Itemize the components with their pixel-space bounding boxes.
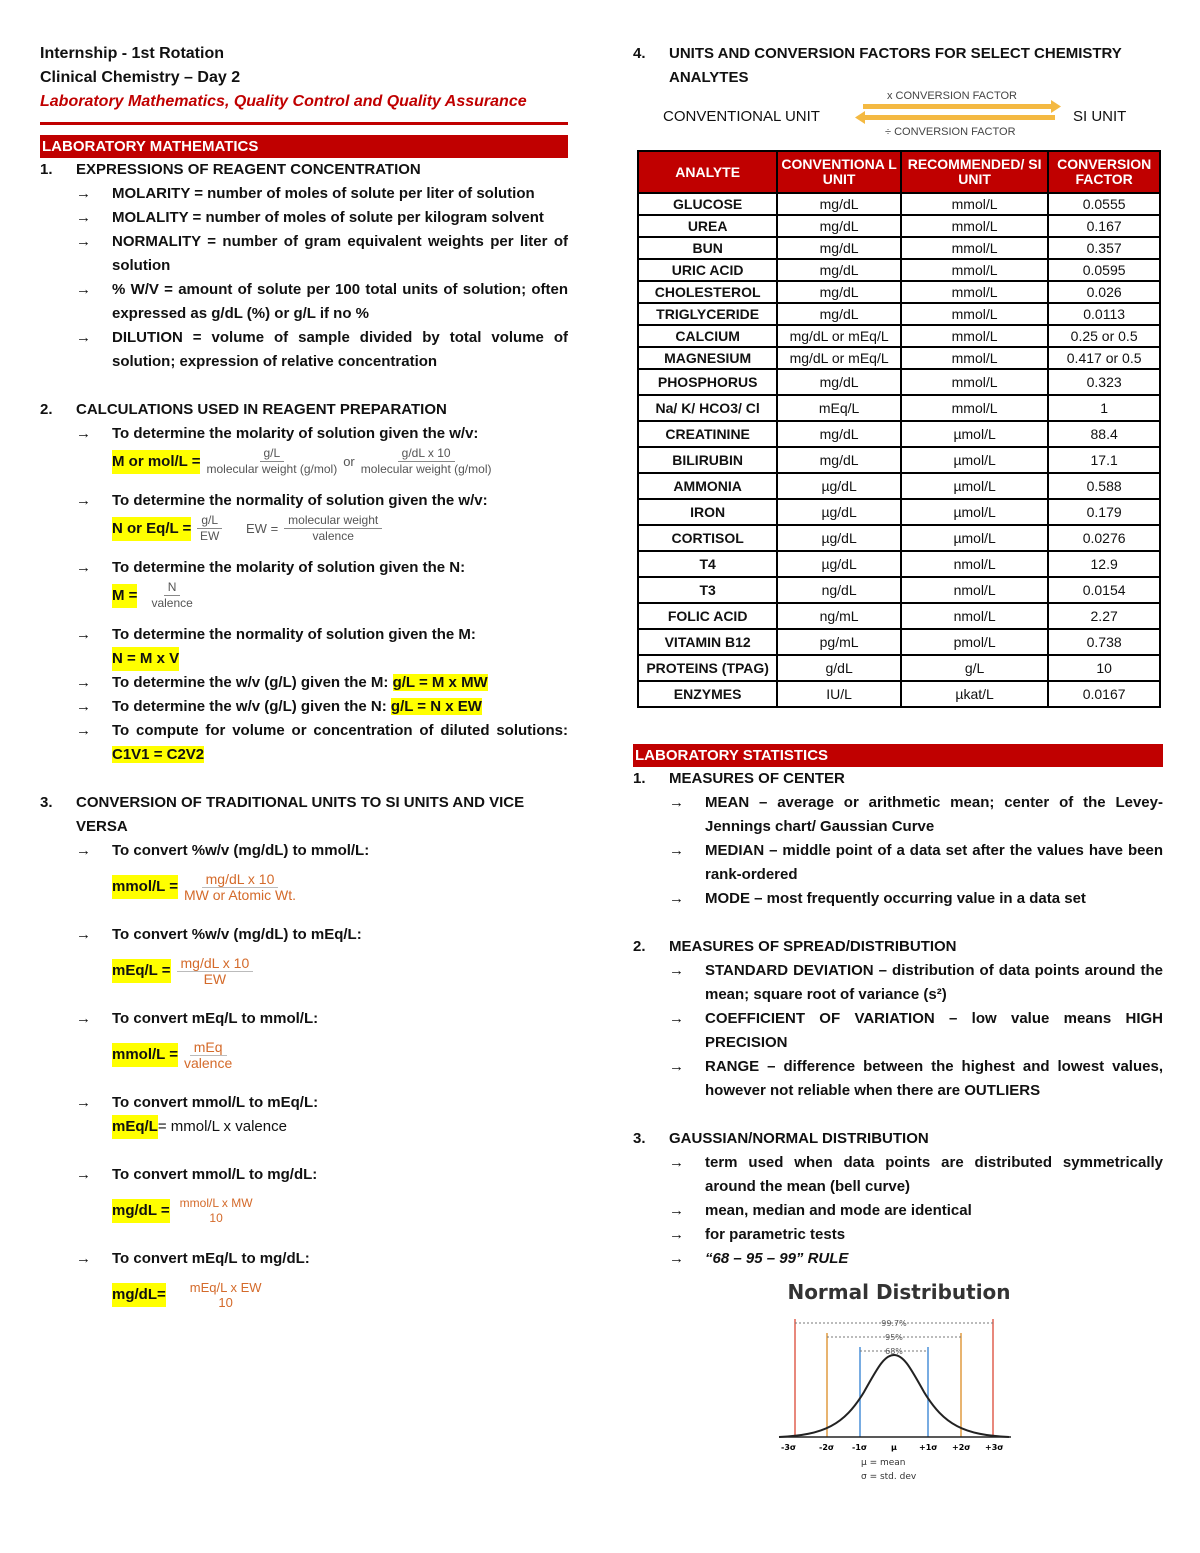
- table-cell: GLUCOSE: [638, 193, 777, 215]
- table-cell: CORTISOL: [638, 525, 777, 551]
- table-cell: µg/dL: [777, 499, 901, 525]
- times-factor-label: x CONVERSION FACTOR: [887, 90, 1017, 102]
- arrow-icon: →: [669, 1010, 684, 1027]
- table-cell: µmol/L: [901, 421, 1048, 447]
- section-4-heading: 4. UNITS AND CONVERSION FACTORS FOR SELECT CHEMISTRY ANALYTES: [633, 45, 1122, 86]
- table-cell: PHOSPHORUS: [638, 369, 777, 395]
- table-cell: 88.4: [1048, 421, 1160, 447]
- table-cell: mmol/L: [901, 281, 1048, 303]
- table-cell: mmol/L: [901, 215, 1048, 237]
- table-cell: µmol/L: [901, 473, 1048, 499]
- label-68: 68%: [885, 1347, 903, 1356]
- arrow-icon: →: [76, 1094, 91, 1111]
- section-1-heading: 1. EXPRESSIONS OF REAGENT CONCENTRATION: [40, 161, 421, 178]
- header-line-1: Internship - 1st Rotation: [40, 45, 224, 62]
- list-item: → To convert mmol/L to mg/dL:: [40, 1163, 568, 1187]
- list-item: → To determine the w/v (g/L) given the N: g/L = N x EW: [40, 695, 568, 719]
- table-cell: mmol/L: [901, 325, 1048, 347]
- arrow-icon: →: [76, 425, 91, 442]
- table-row: [638, 681, 1160, 707]
- list-item: → To determine the molarity of solution given the w/v:: [40, 422, 568, 446]
- table-cell: 0.323: [1048, 369, 1160, 395]
- table-cell: pg/mL: [777, 629, 901, 655]
- table-cell: mg/dL or mEq/L: [777, 325, 901, 347]
- table-cell: mmol/L: [901, 303, 1048, 325]
- col-header-conventional: CONVENTIONA L UNIT: [777, 151, 901, 193]
- molarity-formula: M or mol/L = $\frac{g/L}{\text{molecular weight (g/mol)}}$ or $\frac{\text{g/dL x 10}}{\text{molecular weight (g/mol)}}$: [112, 446, 492, 476]
- tick-label: +1σ: [919, 1443, 938, 1452]
- table-cell: mmol/L: [901, 395, 1048, 421]
- list-item: → To determine the normality of solution given the w/v:: [40, 489, 568, 513]
- list-item: → STANDARD DEVIATION – distribution of data points around the mean; square root of variance (s²): [633, 959, 1163, 1007]
- table-row: [638, 215, 1160, 237]
- table-cell: 10: [1048, 655, 1160, 681]
- list-item: → To convert mEq/L to mmol/L:: [40, 1007, 568, 1031]
- tick-label: -1σ: [852, 1443, 868, 1452]
- list-item: → “68 – 95 – 99” RULE: [633, 1247, 1163, 1271]
- table-cell: T4: [638, 551, 777, 577]
- table-cell: CALCIUM: [638, 325, 777, 347]
- table-row: [638, 347, 1160, 369]
- lab-stats-title: LABORATORY STATISTICS: [633, 744, 1163, 767]
- table-cell: ng/dL: [777, 577, 901, 603]
- arrow-icon: →: [76, 281, 91, 298]
- c1-formula: mmol/L = $\frac{\text{mg/dL x 10}}{\text{MW or Atomic Wt.}}$: [112, 870, 296, 903]
- list-item: → MEDIAN – middle point of a data set after the values have been rank-ordered: [633, 839, 1163, 887]
- table-row: [638, 447, 1160, 473]
- list-item: → term used when data points are distributed symmetrically around the mean (bell curve): [633, 1151, 1163, 1199]
- table-cell: 17.1: [1048, 447, 1160, 473]
- table-cell: TRIGLYCERIDE: [638, 303, 777, 325]
- table-cell: mg/dL: [777, 421, 901, 447]
- table-cell: 1: [1048, 395, 1160, 421]
- list-item: → DILUTION = volume of sample divided by total volume of solution; expression of relative concentration: [40, 326, 568, 374]
- list-item: → To convert mmol/L to mEq/L:: [40, 1091, 568, 1115]
- table-row: [638, 193, 1160, 215]
- list-item: → To convert %w/v (mg/dL) to mmol/L:: [40, 839, 568, 863]
- table-cell: mg/dL: [777, 281, 901, 303]
- table-cell: FOLIC ACID: [638, 603, 777, 629]
- table-row: [638, 499, 1160, 525]
- label-95: 95%: [885, 1333, 903, 1342]
- list-item: → To determine the w/v (g/L) given the M: g/L = M x MW: [40, 671, 568, 695]
- table-cell: 12.9: [1048, 551, 1160, 577]
- tick-label: -2σ: [819, 1443, 835, 1452]
- list-item: → To convert %w/v (mg/dL) to mEq/L:: [40, 923, 568, 947]
- arrow-icon: →: [669, 1058, 684, 1075]
- c3-formula: mmol/L = $\frac{\text{mEq}}{\text{valence}}$: [112, 1038, 233, 1071]
- div-factor-label: ÷ CONVERSION FACTOR: [885, 126, 1016, 138]
- arrow-icon: →: [76, 674, 91, 691]
- table-row: [638, 421, 1160, 447]
- list-item: → To convert mEq/L to mg/dL:: [40, 1247, 568, 1271]
- table-cell: IU/L: [777, 681, 901, 707]
- arrow-icon: →: [76, 842, 91, 859]
- table-cell: BUN: [638, 237, 777, 259]
- label-997: 99.7%: [881, 1319, 907, 1328]
- table-cell: 0.417 or 0.5: [1048, 347, 1160, 369]
- arrow-icon: →: [76, 233, 91, 250]
- arrow-icon: →: [669, 1226, 684, 1243]
- table-cell: CREATININE: [638, 421, 777, 447]
- arrow-icon: →: [669, 890, 684, 907]
- arrow-icon: →: [76, 626, 91, 643]
- arrow-icon: →: [76, 926, 91, 943]
- table-cell: MAGNESIUM: [638, 347, 777, 369]
- normal-distribution-figure: [769, 1277, 1029, 1487]
- arrow-icon: →: [669, 962, 684, 979]
- table-row: [638, 395, 1160, 421]
- list-item: → To determine the normality of solution given the M:: [40, 623, 568, 647]
- arrow-icon: →: [76, 329, 91, 346]
- arrow-icon: →: [669, 1154, 684, 1171]
- table-cell: mg/dL: [777, 369, 901, 395]
- table-cell: 0.0276: [1048, 525, 1160, 551]
- conversion-table: [637, 150, 1161, 708]
- table-cell: µg/dL: [777, 473, 901, 499]
- table-cell: 0.026: [1048, 281, 1160, 303]
- arrow-icon: →: [76, 1010, 91, 1027]
- table-cell: VITAMIN B12: [638, 629, 777, 655]
- table-cell: 0.25 or 0.5: [1048, 325, 1160, 347]
- table-cell: URIC ACID: [638, 259, 777, 281]
- table-cell: mmol/L: [901, 347, 1048, 369]
- arrow-icon: →: [669, 1202, 684, 1219]
- tick-label: +2σ: [952, 1443, 971, 1452]
- list-item: → MODE – most frequently occurring value in a data set: [633, 887, 1163, 911]
- table-row: [638, 237, 1160, 259]
- arrow-icon: →: [76, 698, 91, 715]
- table-cell: 0.0154: [1048, 577, 1160, 603]
- table-cell: nmol/L: [901, 551, 1048, 577]
- table-cell: nmol/L: [901, 577, 1048, 603]
- section-3-heading: 3. CONVERSION OF TRADITIONAL UNITS TO SI UNITS AND VICE VERSA: [40, 794, 525, 835]
- list-item: → NORMALITY = number of gram equivalent weights per liter of solution: [40, 230, 568, 278]
- c6-formula: mg/dL= mEq/L x EW 10: [112, 1280, 262, 1310]
- table-cell: nmol/L: [901, 603, 1048, 629]
- list-item: → COEFFICIENT OF VARIATION – low value means HIGH PRECISION: [633, 1007, 1163, 1055]
- arrow-icon: →: [76, 559, 91, 576]
- table-cell: 0.357: [1048, 237, 1160, 259]
- tick-label: -3σ: [781, 1443, 797, 1452]
- list-item: → RANGE – difference between the highest and lowest values, however not reliable when there are OUTLIERS: [633, 1055, 1163, 1103]
- stats-section-2-heading: 2. MEASURES OF SPREAD/DISTRIBUTION: [633, 938, 957, 955]
- table-cell: T3: [638, 577, 777, 603]
- stats-section-3-heading: 3. GAUSSIAN/NORMAL DISTRIBUTION: [633, 1130, 929, 1147]
- table-cell: µmol/L: [901, 447, 1048, 473]
- table-cell: 0.0113: [1048, 303, 1160, 325]
- table-cell: mmol/L: [901, 193, 1048, 215]
- table-cell: µg/dL: [777, 551, 901, 577]
- table-cell: Na/ K/ HCO3/ Cl: [638, 395, 777, 421]
- table-cell: 0.179: [1048, 499, 1160, 525]
- table-row: [638, 473, 1160, 499]
- m-from-n-formula: M = $\frac{N}{\text{valence}}$: [112, 580, 193, 610]
- table-cell: g/L: [901, 655, 1048, 681]
- table-cell: mEq/L: [777, 395, 901, 421]
- col-header-si: RECOMMENDED/ SI UNIT: [901, 151, 1048, 193]
- table-cell: 0.738: [1048, 629, 1160, 655]
- table-row: [638, 577, 1160, 603]
- tick-label: µ: [891, 1443, 897, 1452]
- conventional-unit-label: CONVENTIONAL UNIT: [663, 108, 820, 125]
- arrow-icon: →: [669, 1250, 684, 1267]
- table-cell: 0.0595: [1048, 259, 1160, 281]
- table-cell: mg/dL: [777, 259, 901, 281]
- c2-formula: mEq/L = $\frac{\text{mg/dL x 10}}{EW}$: [40, 947, 568, 995]
- table-cell: µmol/L: [901, 525, 1048, 551]
- arrow-icon: →: [76, 722, 91, 739]
- left-column: [40, 42, 568, 1319]
- col-header-factor: CONVERSION FACTOR: [1048, 151, 1160, 193]
- table-cell: µg/dL: [777, 525, 901, 551]
- table-cell: µmol/L: [901, 499, 1048, 525]
- table-cell: ng/mL: [777, 603, 901, 629]
- normal-dist-title: Normal Distribution: [787, 1280, 1011, 1304]
- table-cell: mg/dL: [777, 303, 901, 325]
- table-row: [638, 603, 1160, 629]
- table-cell: ENZYMES: [638, 681, 777, 707]
- conversion-diagram: [633, 90, 1163, 150]
- list-item: → To determine the molarity of solution given the N:: [40, 556, 568, 580]
- legend-mean: µ = mean: [861, 1458, 906, 1468]
- table-cell: mg/dL or mEq/L: [777, 347, 901, 369]
- table-row: [638, 629, 1160, 655]
- arrow-icon: →: [76, 185, 91, 202]
- table-row: [638, 303, 1160, 325]
- table-cell: mmol/L: [901, 369, 1048, 395]
- col-header-analyte: ANALYTE: [638, 151, 777, 193]
- lab-math-title: LABORATORY MATHEMATICS: [40, 135, 568, 158]
- table-cell: AMMONIA: [638, 473, 777, 499]
- n-from-m-formula: N = M x V: [40, 647, 568, 671]
- table-cell: 0.0555: [1048, 193, 1160, 215]
- table-cell: PROTEINS (TPAG): [638, 655, 777, 681]
- legend-sd: σ = std. dev: [861, 1472, 917, 1482]
- table-cell: mg/dL: [777, 447, 901, 473]
- arrow-icon: →: [669, 794, 684, 811]
- table-cell: mg/dL: [777, 215, 901, 237]
- table-row: [638, 655, 1160, 681]
- right-column: [633, 42, 1163, 1492]
- arrow-icon: →: [76, 492, 91, 509]
- table-cell: 0.588: [1048, 473, 1160, 499]
- header-subtitle: Laboratory Mathematics, Quality Control and Quality Assurance: [40, 90, 568, 125]
- si-unit-label: SI UNIT: [1073, 108, 1127, 125]
- stats-section-1-heading: 1. MEASURES OF CENTER: [633, 770, 845, 787]
- table-cell: 2.27: [1048, 603, 1160, 629]
- table-cell: g/dL: [777, 655, 901, 681]
- list-item: → MOLARITY = number of moles of solute per liter of solution: [40, 182, 568, 206]
- normality-formula: N or Eq/L = $\frac{g/L}{EW}$ EW = $\frac{\text{molecular weight}}{\text{valence}}$: [40, 513, 568, 544]
- table-row: [638, 369, 1160, 395]
- tick-label: +3σ: [985, 1443, 1004, 1452]
- table-cell: IRON: [638, 499, 777, 525]
- table-row: [638, 325, 1160, 347]
- table-cell: mmol/L: [901, 259, 1048, 281]
- arrow-icon: →: [76, 209, 91, 226]
- list-item: → MOLALITY = number of moles of solute per kilogram solvent: [40, 206, 568, 230]
- arrow-icon: →: [76, 1250, 91, 1267]
- list-item: → MEAN – average or arithmetic mean; center of the Levey-Jennings chart/ Gaussian Curve: [633, 791, 1163, 839]
- conversion-arrows-icon: [855, 100, 1061, 124]
- c5-formula: mg/dL = mmol/L x MW 10: [112, 1196, 253, 1225]
- table-cell: mg/dL: [777, 237, 901, 259]
- c4-formula: mEq/L = mmol/L x valence: [40, 1115, 568, 1139]
- header-line-2: Clinical Chemistry – Day 2: [40, 69, 241, 86]
- list-item: → To compute for volume or concentration of diluted solutions: C1V1 = C2V2: [40, 719, 568, 767]
- table-cell: mmol/L: [901, 237, 1048, 259]
- table-cell: UREA: [638, 215, 777, 237]
- bell-curve: [779, 1355, 1009, 1437]
- table-cell: mg/dL: [777, 193, 901, 215]
- table-row: [638, 551, 1160, 577]
- table-cell: CHOLESTEROL: [638, 281, 777, 303]
- arrow-icon: →: [76, 1166, 91, 1183]
- table-cell: µkat/L: [901, 681, 1048, 707]
- table-cell: pmol/L: [901, 629, 1048, 655]
- table-row: [638, 525, 1160, 551]
- table-row: [638, 259, 1160, 281]
- table-cell: BILIRUBIN: [638, 447, 777, 473]
- list-item: → mean, median and mode are identical: [633, 1199, 1163, 1223]
- table-cell: 0.167: [1048, 215, 1160, 237]
- table-row: [638, 281, 1160, 303]
- list-item: → % W/V = amount of solute per 100 total units of solution; often expressed as g/dL (%) or g/L if no %: [40, 278, 568, 326]
- table-cell: 0.0167: [1048, 681, 1160, 707]
- table-header-row: [638, 151, 1160, 193]
- section-2-heading: 2. CALCULATIONS USED IN REAGENT PREPARATION: [40, 401, 447, 418]
- arrow-icon: →: [669, 842, 684, 859]
- list-item: → for parametric tests: [633, 1223, 1163, 1247]
